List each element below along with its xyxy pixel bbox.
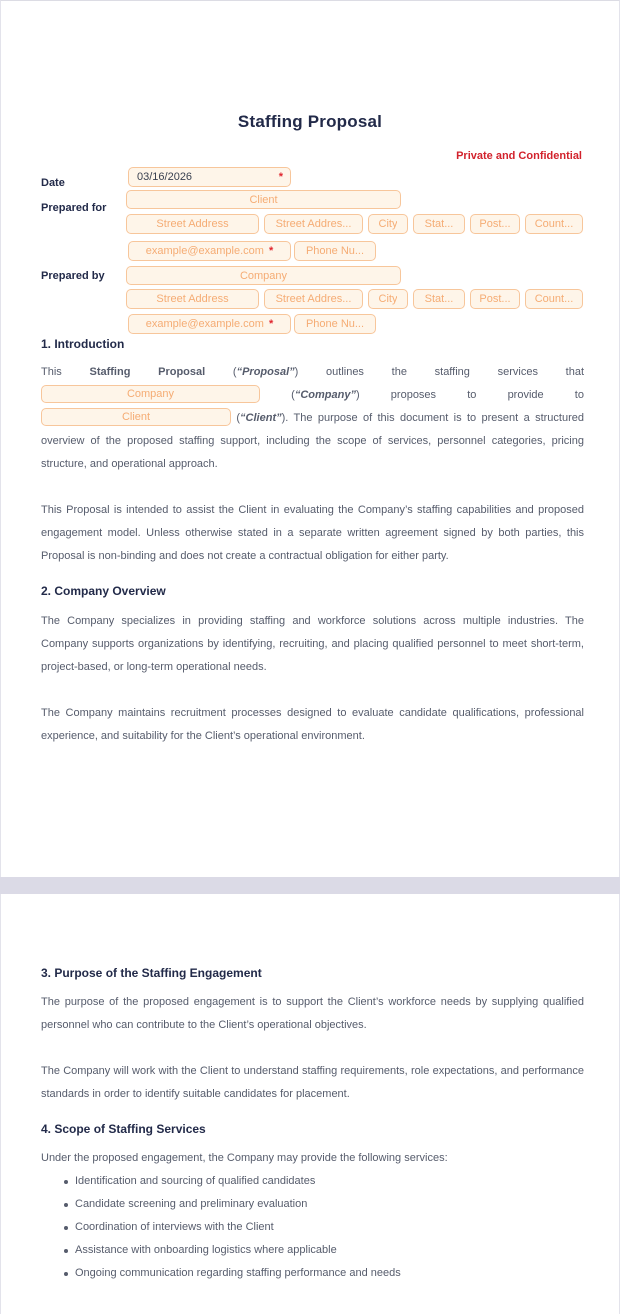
- country-field[interactable]: Count...: [525, 214, 583, 234]
- list-item: Coordination of interviews with the Client: [41, 1216, 584, 1239]
- list-item: Assistance with onboarding logistics where applicable: [41, 1239, 584, 1262]
- city-field[interactable]: City: [368, 214, 408, 234]
- required-asterisk: *: [268, 318, 274, 330]
- scope-intro-paragraph: Under the proposed engagement, the Company may provide the following services:: [41, 1152, 448, 1164]
- company-name-field[interactable]: Company: [126, 266, 401, 285]
- prepared-for-address-row: [126, 214, 583, 234]
- postal-field[interactable]: Post...: [470, 214, 520, 234]
- services-bullet-list: [41, 1170, 584, 1285]
- date-label: Date: [41, 177, 65, 189]
- required-asterisk: *: [278, 171, 283, 183]
- company-inline-field[interactable]: Company: [41, 385, 260, 403]
- date-field[interactable]: [128, 167, 291, 187]
- section-heading-scope: 4. Scope of Staffing Services: [41, 1122, 206, 1136]
- phone-field[interactable]: Phone Nu...: [294, 314, 376, 334]
- client-name-field[interactable]: Client: [126, 190, 401, 209]
- company-overview-paragraph-1: The Company specializes in providing staffing and workforce solutions across multiple industries. The Company supports organizations by identifying, recruiting, and placing qualified personnel to meet short-term, project-based, or long-term operational needs.: [41, 615, 584, 673]
- state-field[interactable]: Stat...: [413, 289, 465, 309]
- email-field[interactable]: example@example.com *: [128, 314, 291, 334]
- city-field[interactable]: City: [368, 289, 408, 309]
- introduction-paragraph-1: This Staffing Proposal (“Proposal”) outlines the staffing services that Company (“Company”) proposes to provide to Client (“Client”). The purpose of this document is to present a structured overview of the proposed staffing support, including the scope of services, personnel categories, pricing structure, and operational approach.: [41, 366, 584, 470]
- page-break-gap: [0, 877, 620, 894]
- prepared-for-label: Prepared for: [41, 202, 107, 214]
- section-heading-purpose: 3. Purpose of the Staffing Engagement: [41, 966, 262, 980]
- prepared-by-contact-row: [128, 314, 376, 334]
- prepared-by-address-row: [126, 289, 583, 309]
- section-heading-introduction: 1. Introduction: [41, 337, 125, 351]
- date-value: 03/16/2026: [137, 171, 193, 183]
- list-item: Identification and sourcing of qualified candidates: [41, 1170, 584, 1193]
- document-page-2: [0, 894, 620, 1314]
- phone-field[interactable]: Phone Nu...: [294, 241, 376, 261]
- company-overview-paragraph-2: The Company maintains recruitment processes designed to evaluate candidate qualifications, professional experience, and suitability for the Client’s operational environment.: [41, 707, 584, 742]
- prepared-by-label: Prepared by: [41, 270, 105, 282]
- street-address2-field[interactable]: Street Addres...: [264, 289, 363, 309]
- prepared-for-contact-row: [128, 241, 376, 261]
- street-address-field[interactable]: Street Address: [126, 214, 259, 234]
- email-field[interactable]: example@example.com *: [128, 241, 291, 261]
- introduction-paragraph-2: This Proposal is intended to assist the Client in evaluating the Company’s staffing capabilities and proposed engagement model. Unless otherwise stated in a separate written agreement signed by both parties, this Proposal is non-binding and does not create a contractual obligation for either party.: [41, 504, 584, 562]
- client-inline-field[interactable]: Client: [41, 408, 231, 426]
- purpose-paragraph-1: The purpose of the proposed engagement is to support the Client’s workforce needs by supplying qualified personnel who can contribute to the Client’s operational objectives.: [41, 996, 584, 1031]
- section-heading-company-overview: 2. Company Overview: [41, 584, 166, 598]
- country-field[interactable]: Count...: [525, 289, 583, 309]
- list-item: Ongoing communication regarding staffing performance and needs: [41, 1262, 584, 1285]
- postal-field[interactable]: Post...: [470, 289, 520, 309]
- document-title: Staffing Proposal: [237, 112, 383, 131]
- purpose-paragraph-2: The Company will work with the Client to understand staffing requirements, role expectations, and performance standards in order to identify suitable candidates for placement.: [41, 1065, 584, 1100]
- street-address2-field[interactable]: Street Addres...: [264, 214, 363, 234]
- state-field[interactable]: Stat...: [413, 214, 465, 234]
- street-address-field[interactable]: Street Address: [126, 289, 259, 309]
- list-item: Candidate screening and preliminary evaluation: [41, 1193, 584, 1216]
- required-asterisk: *: [268, 245, 274, 257]
- confidential-notice: Private and Confidential: [456, 150, 582, 162]
